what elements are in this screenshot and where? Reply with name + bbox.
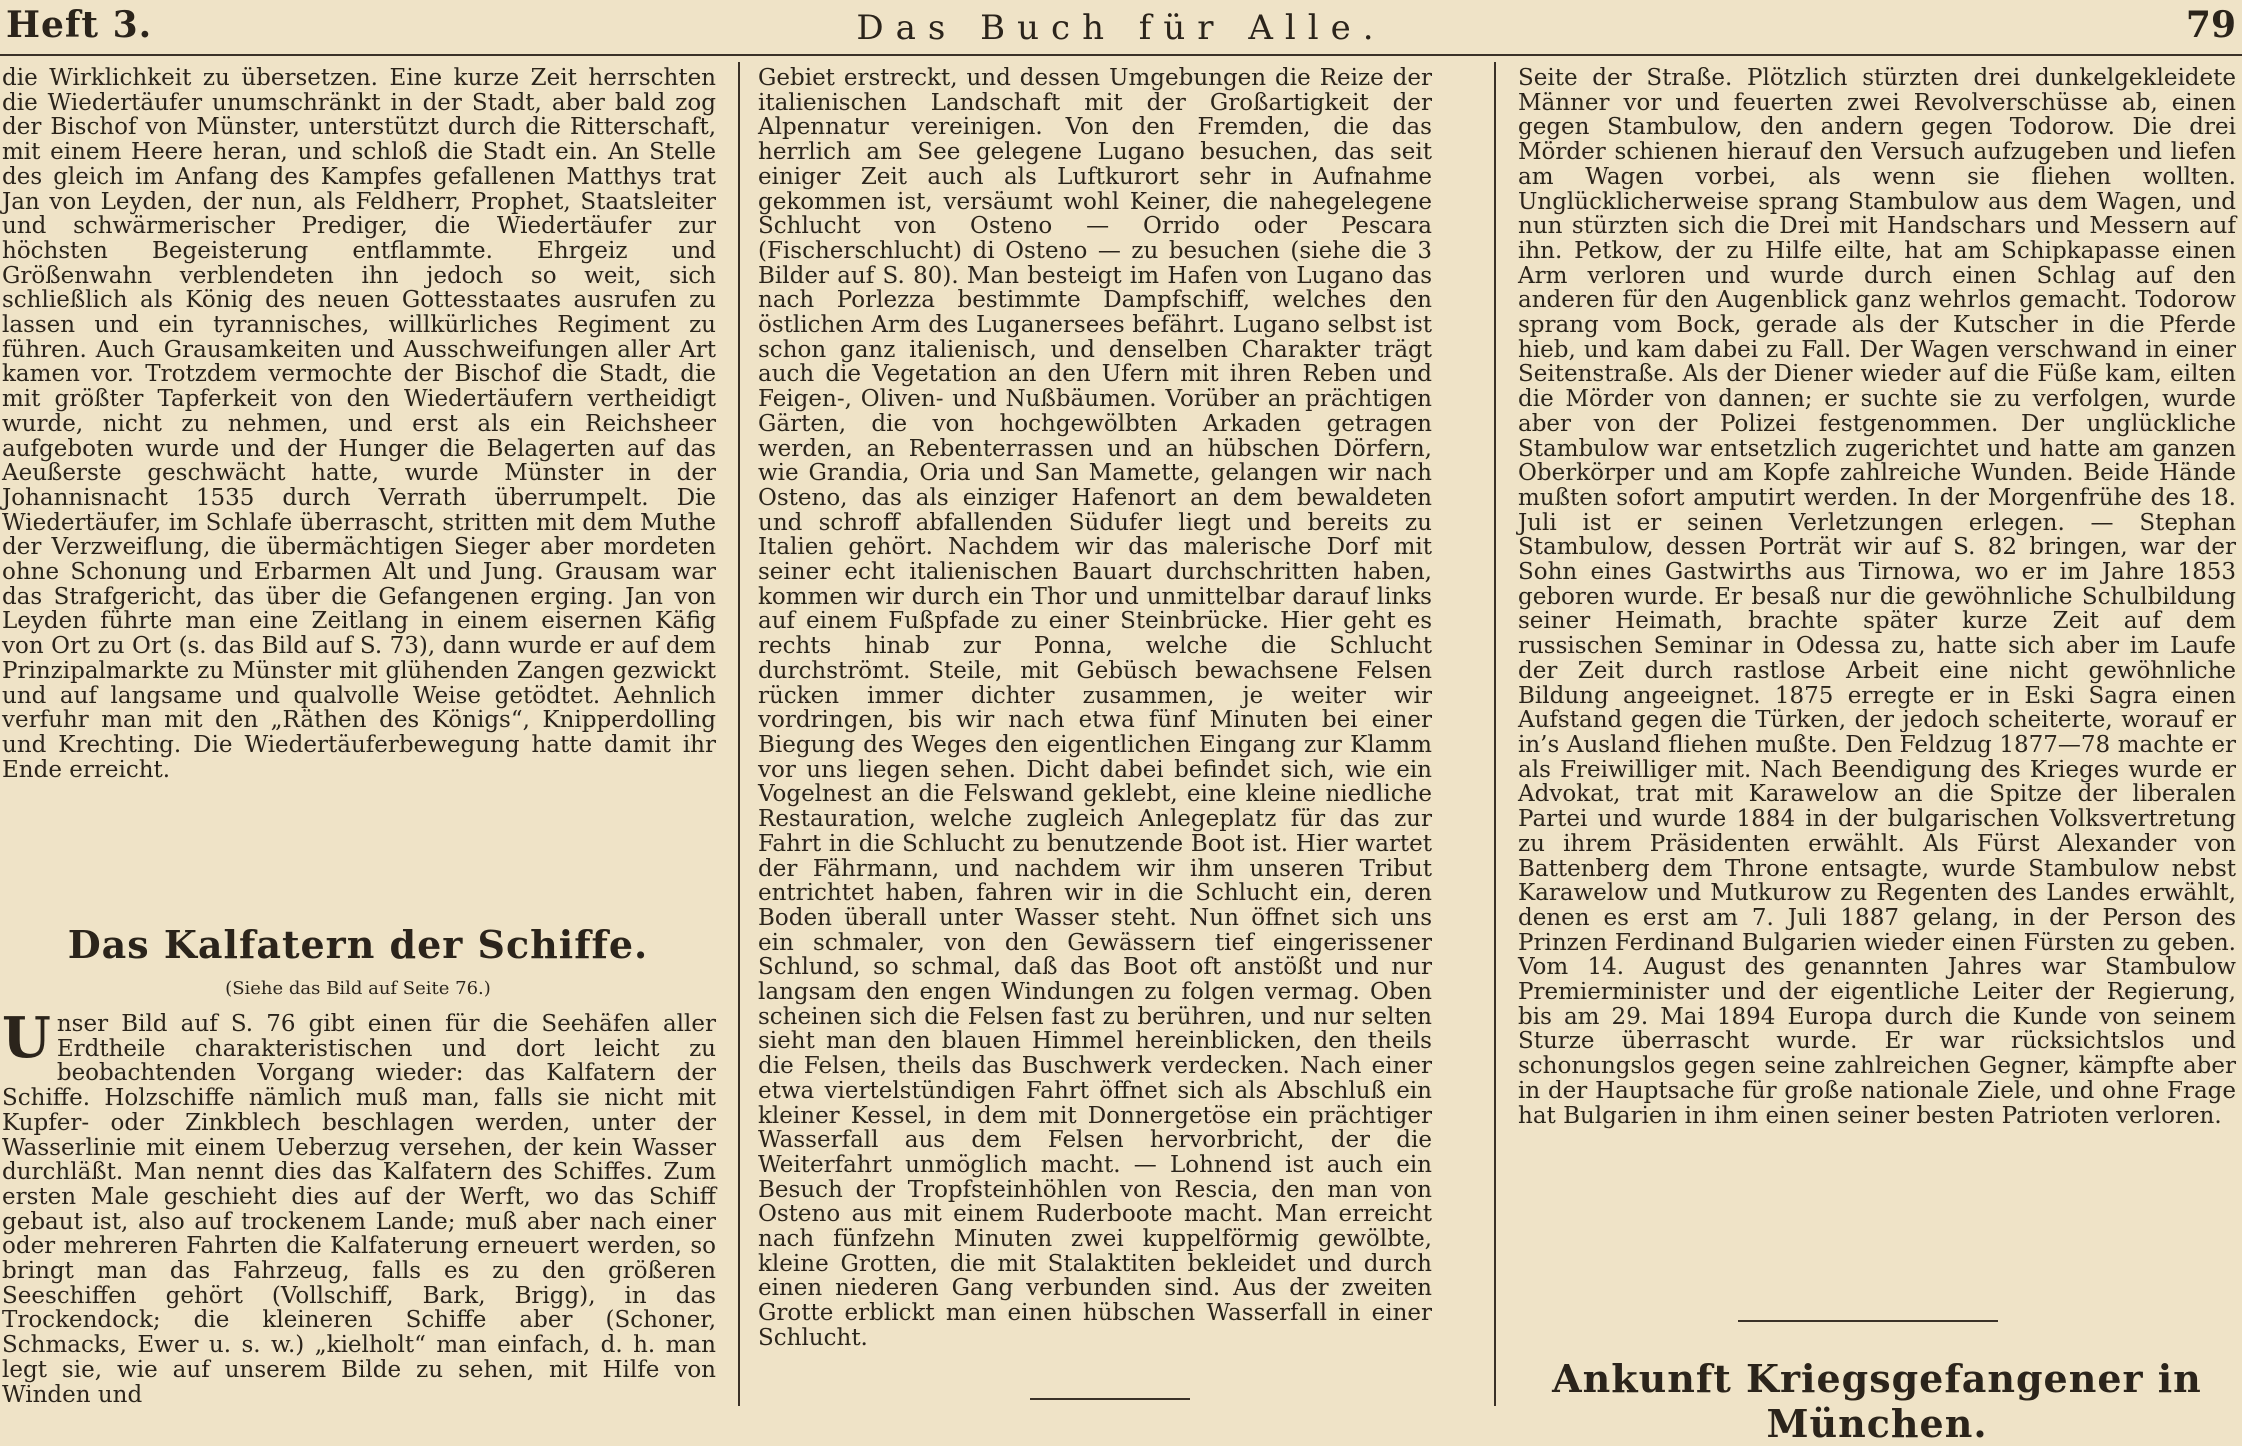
article-heading: Das Kalfatern der Schiffe. — [67, 922, 649, 967]
column-divider-1 — [738, 62, 740, 1406]
article-text: Seite der Straße. Plötzlich stürzten drei dunkelgekleidete Männer vor und feuerten zwei Revolverschüsse ab, einen gegen Stambulow, den andern gegen Todorow. Die drei Mörder schienen hierauf den Versuch aufzugeben und liefen am Wagen vorbei, als wenn sie fliehen wollten. Unglücklicherweise sprang Stambulow aus dem Wagen, und nun stürzten sich die Drei mit Handschars und Messern auf ihn. Petkow, der zu Hilfe eilte, hat am Schipkapasse einen Arm verloren und wurde durch einen Schlag auf den anderen für den Augenblick ganz wehrlos gemacht. Todorow sprang vom Bock, gerade als der Kutscher in die Pferde hieb, und kam dabei zu Fall. Der Wagen verschwand in einer Seitenstraße. Als der Diener wieder auf die Füße kam, eilten die Mörder von dannen; er suchte sie zu verfolgen, wurde aber von der Polizei festgenommen. Der unglückliche Stambulow war entsetzlich zugerichtet und hatte am ganzen Oberkörper und am Kopfe zahlreiche Wunden. Beide Hände mußten sofort amputirt werden. In der Morgenfrühe des 18. Juli ist er seinen Verletzungen erlegen. — Stephan Stambulow, dessen Porträt wir auf S. 82 bringen, war der Sohn eines Gastwirths aus Tirnowa, wo er im Jahre 1853 geboren wurde. Er besaß nur die gewöhnliche Schulbildung seiner Heimath, brachte später kurze Zeit auf dem russischen Seminar in Odessa zu, hatte sich aber im Laufe der Zeit durch rastlose Arbeit eine nicht gewöhnliche Bildung angeeignet. 1875 erregte er in Eski Sagra einen Aufstand gegen die Türken, der jedoch scheiterte, worauf er in’s Ausland fliehen mußte. Den Feldzug 1877—78 machte er als Freiwilliger mit. Nach Beendigung des Krieges wurde er Advokat, trat mit Karawelow an die Spitze der liberalen Partei und wurde 1884 in der bulgarischen Volksvertretung zu ihrem Präsidenten erwählt. Als Fürst Alexander von Battenberg dem Throne entsagte, wurde Stambulow nebst Karawelow und Mutkurow zu Regenten des Landes erwählt, denen es erst am 7. Juli 1887 gelang, in der Person des Prinzen Ferdinand Bulgarien wieder einen Fürsten zu geben. Vom 14. August des genannten Jahres war Stambulow Premierminister und der eigentliche Leiter der Regierung, bis am 29. Mai 1894 Europa durch die Kunde von seinem Sturze überrascht wurde. Er war rücksichtslos und schonungslos gegen seine zahlreichen Gegner, kämpfte aber in der Hauptsache für große nationale Ziele, und ohne Frage hat Bulgarien in ihm einen seiner besten Patrioten verloren. — [1518, 65, 2236, 1129]
article-subheading: (Siehe das Bild auf Seite 76.) — [225, 978, 491, 999]
column-3 — [1518, 66, 2236, 1128]
issue-label: Heft 3. — [6, 4, 153, 46]
section-divider — [1738, 1320, 1998, 1322]
page-number: 79 — [2185, 4, 2236, 46]
drop-cap: U — [2, 1005, 51, 1071]
article-text: Gebiet erstreckt, und dessen Umgebungen die Reize der italienischen Landschaft mit der Großartigkeit der Alpennatur vereinigen. Von den Fremden, die das herrlich am See gelegene Lugano besuchen, das seit einiger Zeit auch als Luftkurort sehr in Aufnahme gekommen ist, versäumt wohl Keiner, die nahegelegene Schlucht von Osteno — Orrido oder Pescara (Fischerschlucht) di Osteno — zu besuchen (siehe die 3 Bilder auf S. 80). Man besteigt im Hafen von Lugano das nach Porlezza bestimmte Dampfschiff, welches den östlichen Arm des Luganersees befährt. Lugano selbst ist schon ganz italienisch, und denselben Charakter trägt auch die Vegetation an den Ufern mit ihren Reben und Feigen-, Oliven- und Nußbäumen. Vorüber an prächtigen Gärten, die von hochgewölbten Arkaden getragen werden, an Rebenterrassen und an hübschen Dörfern, wie Grandia, Oria und San Mamette, gelangen wir nach Osteno, das als einziger Hafenort an dem bewaldeten und schroff abfallenden Südufer liegt und bereits zu Italien gehört. Nachdem wir das malerische Dorf mit seiner echt italienischen Bauart durchschritten haben, kommen wir durch ein Thor und unmittelbar darauf links auf einem Fußpfade zu einer Steinbrücke. Hier geht es rechts hinab zur Ponna, welche die Schlucht durchströmt. Steile, mit Gebüsch bewachsene Felsen rücken immer dichter zusammen, je weiter wir vordringen, bis wir nach etwa fünf Minuten bei einer Biegung des Weges den eigentlichen Eingang zur Klamm vor uns liegen sehen. Dicht dabei befindet sich, wie ein Vogelnest an die Felswand geklebt, eine kleine niedliche Restauration, welche zugleich Anlegeplatz für das zur Fahrt in die Schlucht zu benutzende Boot ist. Hier wartet der Fährmann, und nachdem wir ihm unseren Tribut entrichtet haben, fahren wir in die Schlucht ein, deren Boden überall unter Wasser steht. Nun öffnet sich uns ein schmaler, von den Gewässern tief eingerissener Schlund, so schmal, daß das Boot oft anstößt und nur langsam den engen Windungen zu folgen vermag. Oben scheinen sich die Felsen fast zu berühren, und nur selten sieht man den blauen Himmel hereinblicken, den theils die Felsen, theils das Buschwerk verdecken. Nach einer etwa viertelstündigen Fahrt öffnet sich als Abschluß ein kleiner Kessel, in dem mit Donnergetöse ein prächtiger Wasserfall aus dem Felsen hervorbricht, der die Weiterfahrt unmöglich macht. — Lohnend ist auch ein Besuch der Tropfsteinhöhlen von Rescia, den man von Osteno aus mit einem Ruderboote macht. Man erreicht nach fünfzehn Minuten zwei kuppelförmig gewölbte, kleine Grotten, die mit Stalaktiten bekleidet und durch einen niederen Gang verbunden sind. Aus der zweiten Grotte erblickt man einen hübschen Wasserfall in einer Schlucht. — [758, 65, 1432, 1351]
article-text: die Wirklichkeit zu übersetzen. Eine kurze Zeit herrschten die Wiedertäufer unumschränkt in der Stadt, aber bald zog der Bischof von Münster, unterstützt durch die Ritterschaft, mit einem Heere heran, und schloß die Stadt ein. An Stelle des gleich im Anfang des Kampfes gefallenen Matthys trat Jan von Leyden, der nun, als Feldherr, Prophet, Staatsleiter und schwärmerischer Prediger, die Wiedertäufer zur höchsten Begeisterung entflammte. Ehrgeiz und Größenwahn verblendeten ihn jedoch so weit, sich schließlich als König des neuen Gottesstaates ausrufen zu lassen und ein tyrannisches, willkürliches Regiment zu führen. Auch Grausamkeiten und Ausschweifungen aller Art kamen vor. Trotzdem vermochte der Bischof die Stadt, die mit größter Tapferkeit von den Wiedertäufern vertheidigt wurde, nicht zu nehmen, und erst als ein Reichsheer aufgeboten wurde und der Hunger die Belagerten auf das Aeußerste geschwächt hatte, wurde Münster in der Johannisnacht 1535 durch Verrath überrumpelt. Die Wiedertäufer, im Schlafe überrascht, stritten mit dem Muthe der Verzweiflung, die übermächtigen Sieger aber mordeten ohne Schonung und Erbarmen Alt und Jung. Grausam war das Strafgericht, das über die Gefangenen erging. Jan von Leyden führte man eine Zeitlang in einem eisernen Käfig von Ort zu Ort (s. das Bild auf S. 73), dann wurde er auf dem Prinzipalmarkte zu Münster mit glühenden Zangen gezwickt und auf langsame und qualvolle Weise getödtet. Aehnlich verfuhr man mit den „Räthen des Königs“, Knipperdolling und Krechting. Die Wiedertäuferbewegung hatte damit ihr Ende erreicht. — [2, 65, 716, 783]
article-heading: Ankunft Kriegsgefangener in München. — [1552, 1356, 2202, 1446]
column-2 — [758, 66, 1432, 1351]
publication-title: Das Buch für Alle. — [856, 8, 1386, 48]
article-text — [2, 1005, 716, 1408]
column-divider-2 — [1494, 62, 1496, 1406]
page-header — [0, 0, 2242, 56]
column-1 — [2, 66, 716, 782]
column-1-lower — [2, 1005, 716, 1408]
article-body: nser Bild auf S. 76 gibt einen für die Seehäfen aller Erdtheile charakteristischen und dort leicht zu beobachtenden Vorgang wieder: das Kalfatern der Schiffe. Holzschiffe nämlich muß man, falls sie nicht mit Kupfer- oder Zinkblech beschlagen werden, unter der Wasserlinie mit einem Ueberzug versehen, der kein Wasser durchläßt. Man nennt dies das Kalfatern des Schiffes. Zum ersten Male geschieht dies auf der Werft, wo das Schiff gebaut ist, also auf trockenem Lande; muß aber nach einer oder mehreren Fahrten die Kalfaterung erneuert werden, so bringt man das Fahrzeug, falls es zu den größeren Seeschiffen gehört (Vollschiff, Bark, Brigg), in das Trockendock; die kleineren Schiffe aber (Schoner, Schmacks, Ewer u. s. w.) „kielholt“ man einfach, d. h. man legt sie, wie auf unserem Bilde zu sehen, mit Hilfe von Winden und — [2, 1011, 716, 1408]
end-rule — [1030, 1398, 1190, 1400]
